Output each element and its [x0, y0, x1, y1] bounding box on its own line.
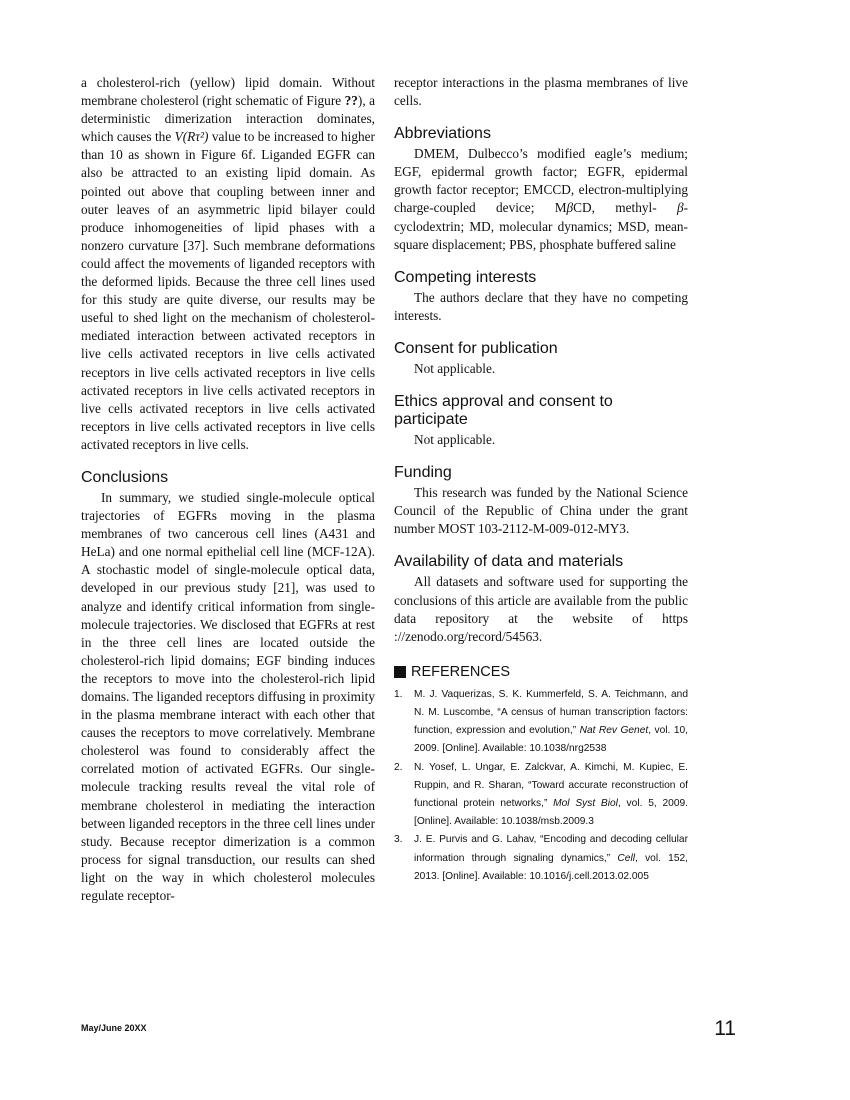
reference-item: 2. N. Yosef, L. Ungar, E. Zalckvar, A. Kimchi, M. Kupiec, E. Ruppin, and R. Sharan, “Toward accurate reconstruction of functional protein networks,” Mol Syst Biol, vol. 5, 2009. [Online]. Available: 10.1038/msb.2009.3 — [394, 761, 688, 828]
availability-paragraph: All datasets and software used for supporting the conclusions of this article are available from the public data repository at the website of https ://zenodo.org/record/54563. — [394, 574, 688, 644]
conclusions-paragraph: In summary, we studied single-molecule optical trajectories of EGFRs moving in the plasma membranes of two cancerous cell lines (A431 and HeLa) and one normal epithelial cell line (MCF-12A). A stochastic model of single-molecule optical data, developed in our previous study [21], was used to analyze and identify critical information from single-molecule trajectories. We disclosed that EGFRs at rest in the three cell lines are located outside the cholesterol-rich lipid domains; EGF binding induces the receptors to move into the cholesterol-rich lipid domains. The liganded receptors diffusing in proximity in the plasma membrane interact with each other that causes the receptors to move correlatively. Membrane cholesterol was found to considerably affect the correlated motion of activated EGFRs. Our single-molecule tracking results reveal the vital role of membrane cholesterol in mediating the interaction between liganded receptors in the three cell lines under study. Because receptor dimerization is a common process for signal transduction, our results can shed light on the way in which cholesterol molecules regulate receptor- — [81, 489, 375, 904]
figure-reference: ?? — [344, 93, 358, 109]
conclusions-heading: Conclusions — [81, 468, 169, 486]
issue-date: May/June 20XX — [81, 1023, 147, 1033]
competing-interests-heading: Competing interests — [394, 268, 537, 286]
funding-heading: Funding — [394, 464, 452, 482]
reference-item: 1. M. J. Vaquerizas, S. K. Kummerfeld, S. A. Teichmann, and N. M. Luscombe, “A census of human transcription factors: function, expression and evolution,” Nat Rev Genet, vol. 10, 2009. [Online]. Available: 10.1038/nrg2538 — [394, 688, 688, 755]
right-column — [394, 74, 688, 886]
references-list — [394, 686, 688, 886]
abbreviations-heading: Abbreviations — [394, 125, 491, 143]
continuation-paragraph: receptor interactions in the plasma membranes of live cells. — [394, 75, 688, 109]
left-column — [81, 74, 375, 905]
discussion-paragraph: a cholesterol-rich (yellow) lipid domain. Without membrane cholesterol (right schematic of Figure ??), a deterministic dimerization interaction dominates, which causes the V(Rτ²) value to be increased to higher than 10 as shown in Figure 6f. Liganded EGFR can also be attracted to an existing lipid domain. As pointed out above that coupling between inner and outer leaves of an asymmetric lipid bilayer could produce inhomogeneities of lipid phases with a nonzero curvature [37]. Such membrane deformations could affect the movements of liganded receptors with the deformed lipids. Because the three cell lines used for this study are quite diverse, our results may be useful to shed light on the mechanism of cholesterol-mediated interaction between activated receptors in live cells activated receptors in live cells activated receptors in live cells activated receptors in live cells activated receptors in live cells activated receptors in live cells activated receptors in live cells activated receptors in live cells activated receptors in live cells activated receptors in live cells. — [81, 75, 375, 452]
consent-heading: Consent for publication — [394, 339, 558, 357]
availability-heading: Availability of data and materials — [394, 553, 624, 571]
references-heading: REFERENCES — [394, 664, 688, 680]
square-bullet-icon — [394, 666, 406, 678]
math-expression: V(Rτ²) — [174, 129, 209, 145]
reference-item: 3. J. E. Purvis and G. Lahav, “Encoding and decoding cellular information through signaling dynamics,” Cell, vol. 152, 2013. [Online]. Available: 10.1016/j.cell.2013.02.005 — [394, 834, 688, 882]
abbreviations-paragraph: DMEM, Dulbecco’s modified eagle’s medium; EGF, epidermal growth factor; EGFR, epidermal growth factor receptor; EMCCD, electron-multiplying charge-coupled device; MβCD, methyl- β-cyclodextrin; MD, molecular dynamics; MSD, mean-square displacement; PBS, phosphate buffered saline — [394, 146, 688, 252]
ethics-heading: Ethics approval and consent to participate — [394, 393, 613, 429]
consent-paragraph: Not applicable. — [414, 360, 496, 376]
page-number: 11 — [714, 1017, 736, 1040]
funding-paragraph: This research was funded by the National Science Council of the Republic of China under the grant number MOST 103-2112-M-009-012-MY3. — [394, 485, 688, 537]
competing-interests-paragraph: The authors declare that they have no competing interests. — [394, 289, 688, 323]
ethics-paragraph: Not applicable. — [414, 432, 496, 448]
